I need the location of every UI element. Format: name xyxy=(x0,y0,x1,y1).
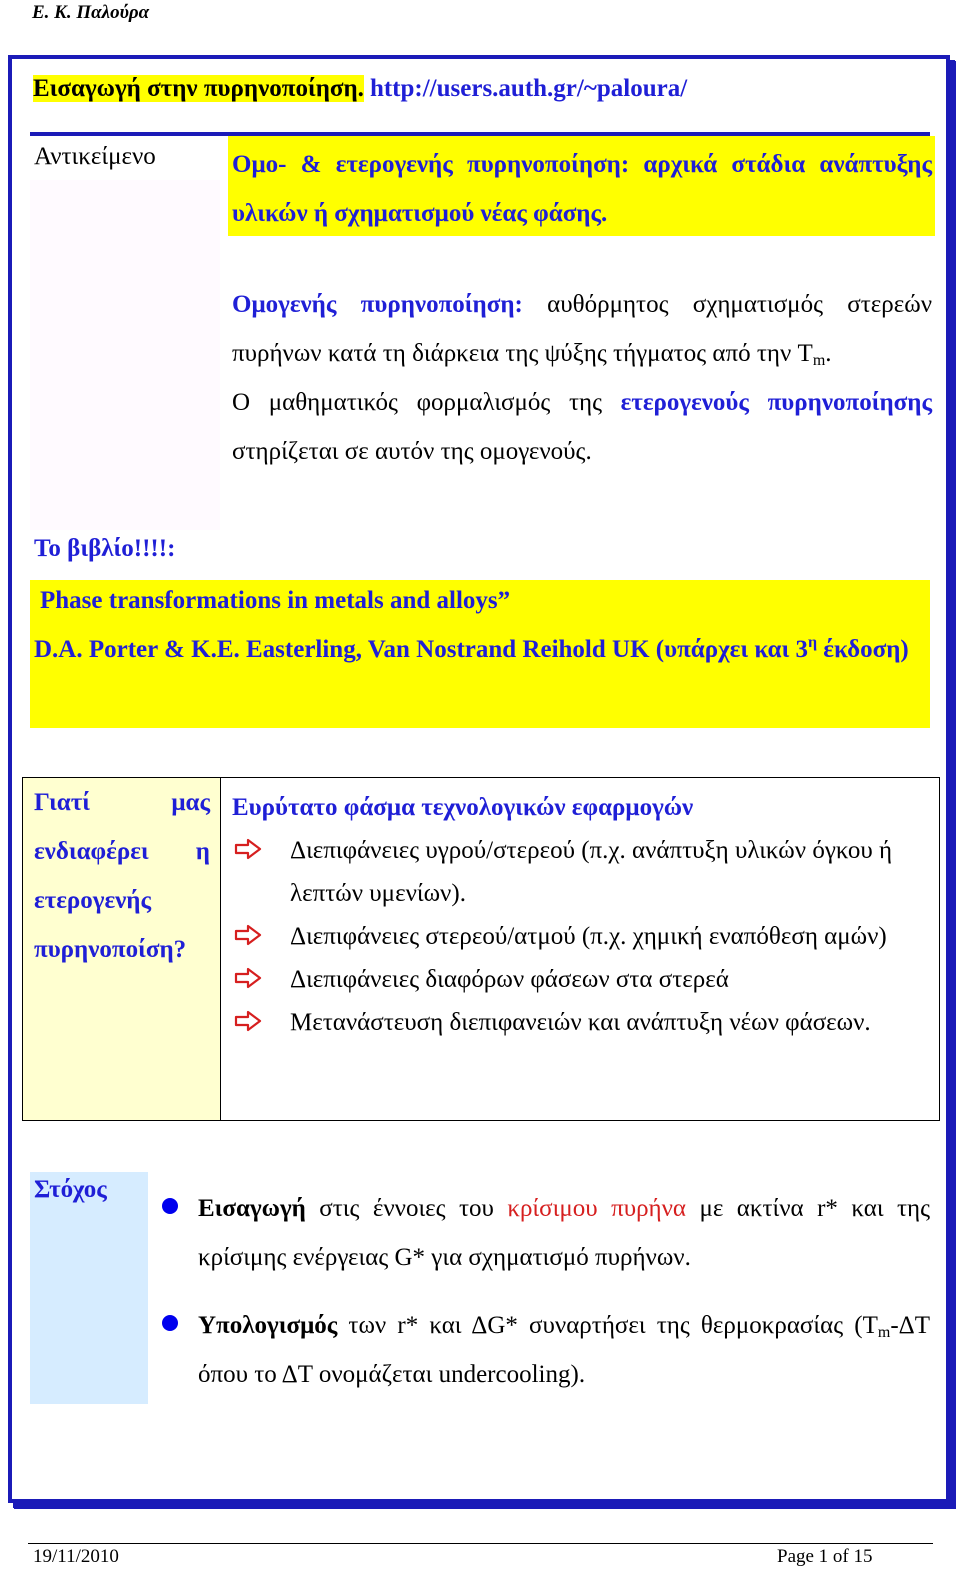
author-url-link[interactable]: http://users.auth.gr/~paloura/ xyxy=(369,75,688,102)
goal-label: Στόχος xyxy=(34,1176,107,1203)
book-authors-text: D.A. Porter & K.E. Easterling, Van Nostrand Reihold UK (υπάρχει και 3 xyxy=(34,636,808,663)
book-reference xyxy=(34,576,930,674)
list-item xyxy=(160,1184,930,1282)
superscript-eta: η xyxy=(807,634,818,651)
right-arrow-outline-icon xyxy=(234,967,262,989)
page-number: Page 1 of 15 xyxy=(777,1546,873,1567)
page-title: Εισαγωγή στην πυρηνοποίηση. xyxy=(33,75,364,102)
list-item-text: Μετανάστευση διεπιφανειών και ανάπτυξη νέων φάσεων. xyxy=(290,1009,871,1036)
book-edition: έκδοση) xyxy=(817,636,909,663)
goal-item-keyword: Εισαγωγή xyxy=(198,1195,306,1222)
left-gutter xyxy=(30,180,220,530)
subscript-m: m xyxy=(877,1324,891,1341)
book-label: Το βιβλίο!!!!: xyxy=(34,535,176,562)
homogeneous-text-end: . xyxy=(825,340,832,367)
list-item xyxy=(232,958,932,1001)
goal-item-text: στις έννοιες του xyxy=(305,1195,508,1222)
heterogeneous-term: ετερογενούς πυρηνοποίησης xyxy=(620,389,932,416)
right-arrow-outline-icon xyxy=(234,838,262,860)
heterogeneous-note xyxy=(232,378,932,476)
goal-item-keyword: Υπολογισμός xyxy=(198,1312,338,1339)
goal-list xyxy=(160,1184,930,1418)
homogeneous-definition xyxy=(232,280,932,378)
book-authors xyxy=(34,625,930,674)
subscript-m: m xyxy=(812,352,826,369)
subject-label: Αντικείμενο xyxy=(34,143,156,170)
homogeneous-term: Ομογενής πυρηνοποίηση: xyxy=(232,291,523,318)
list-item xyxy=(232,1001,932,1044)
header-author: Ε. Κ. Παλούρα xyxy=(32,2,150,23)
bullet-dot-icon xyxy=(162,1315,178,1331)
footer-divider xyxy=(28,1543,933,1544)
goal-item-text: -ΔT όπου το ΔT ονομάζεται undercooling). xyxy=(198,1312,930,1388)
right-arrow-outline-icon xyxy=(234,924,262,946)
list-item-text: Διεπιφάνειες υγρού/στερεού (π.χ. ανάπτυξη υλικών όγκου ή λεπτών υμενίων). xyxy=(290,837,893,907)
goal-item-text: με ακτίνα r* και της κρίσιμης ενέργειας G* για σχηματισμό πυρήνων. xyxy=(198,1195,930,1271)
list-item xyxy=(160,1301,930,1399)
title-row xyxy=(33,72,687,106)
why-content xyxy=(232,786,932,1044)
homogeneous-section xyxy=(232,280,932,476)
list-item-text: Διεπιφάνειες διαφόρων φάσεων στα στερεά xyxy=(290,966,729,993)
list-item xyxy=(232,829,932,915)
homogeneous-text: αυθόρμητος σχηματισμός στερεών πυρήνων κατά τη διάρκεια της ψύξης τήγματος από την T xyxy=(232,291,932,367)
why-question: Γιατί μας ενδιαφέρει η ετερογενής πυρηνοποίση? xyxy=(34,789,210,963)
why-heading: Ευρύτατο φάσμα τεχνολογικών εφαρμογών xyxy=(232,794,694,821)
note-start: Ο μαθηματικός φορμαλισμός της xyxy=(232,389,621,416)
subject-text: Ομο- & ετερογενής πυρηνοποίηση: αρχικά στάδια ανάπτυξης υλικών ή σχηματισμού νέας φάσης. xyxy=(232,151,932,227)
bullet-dot-icon xyxy=(162,1198,178,1214)
note-end: στηρίζεται σε αυτόν της ομογενούς. xyxy=(232,438,592,465)
right-arrow-outline-icon xyxy=(234,1010,262,1032)
footer-date: 19/11/2010 xyxy=(33,1546,119,1567)
book-title: Phase transformations in metals and alloys” xyxy=(40,587,511,614)
critical-nucleus-term: κρίσιμου πυρήνα xyxy=(507,1195,687,1222)
list-item xyxy=(232,915,932,958)
list-item-text: Διεπιφάνειες στερεού/ατμού (π.χ. χημική εναπόθεση αμών) xyxy=(290,923,887,950)
goal-item-text: των r* και ΔG* συναρτήσει της θερμοκρασίας (T xyxy=(337,1312,878,1339)
